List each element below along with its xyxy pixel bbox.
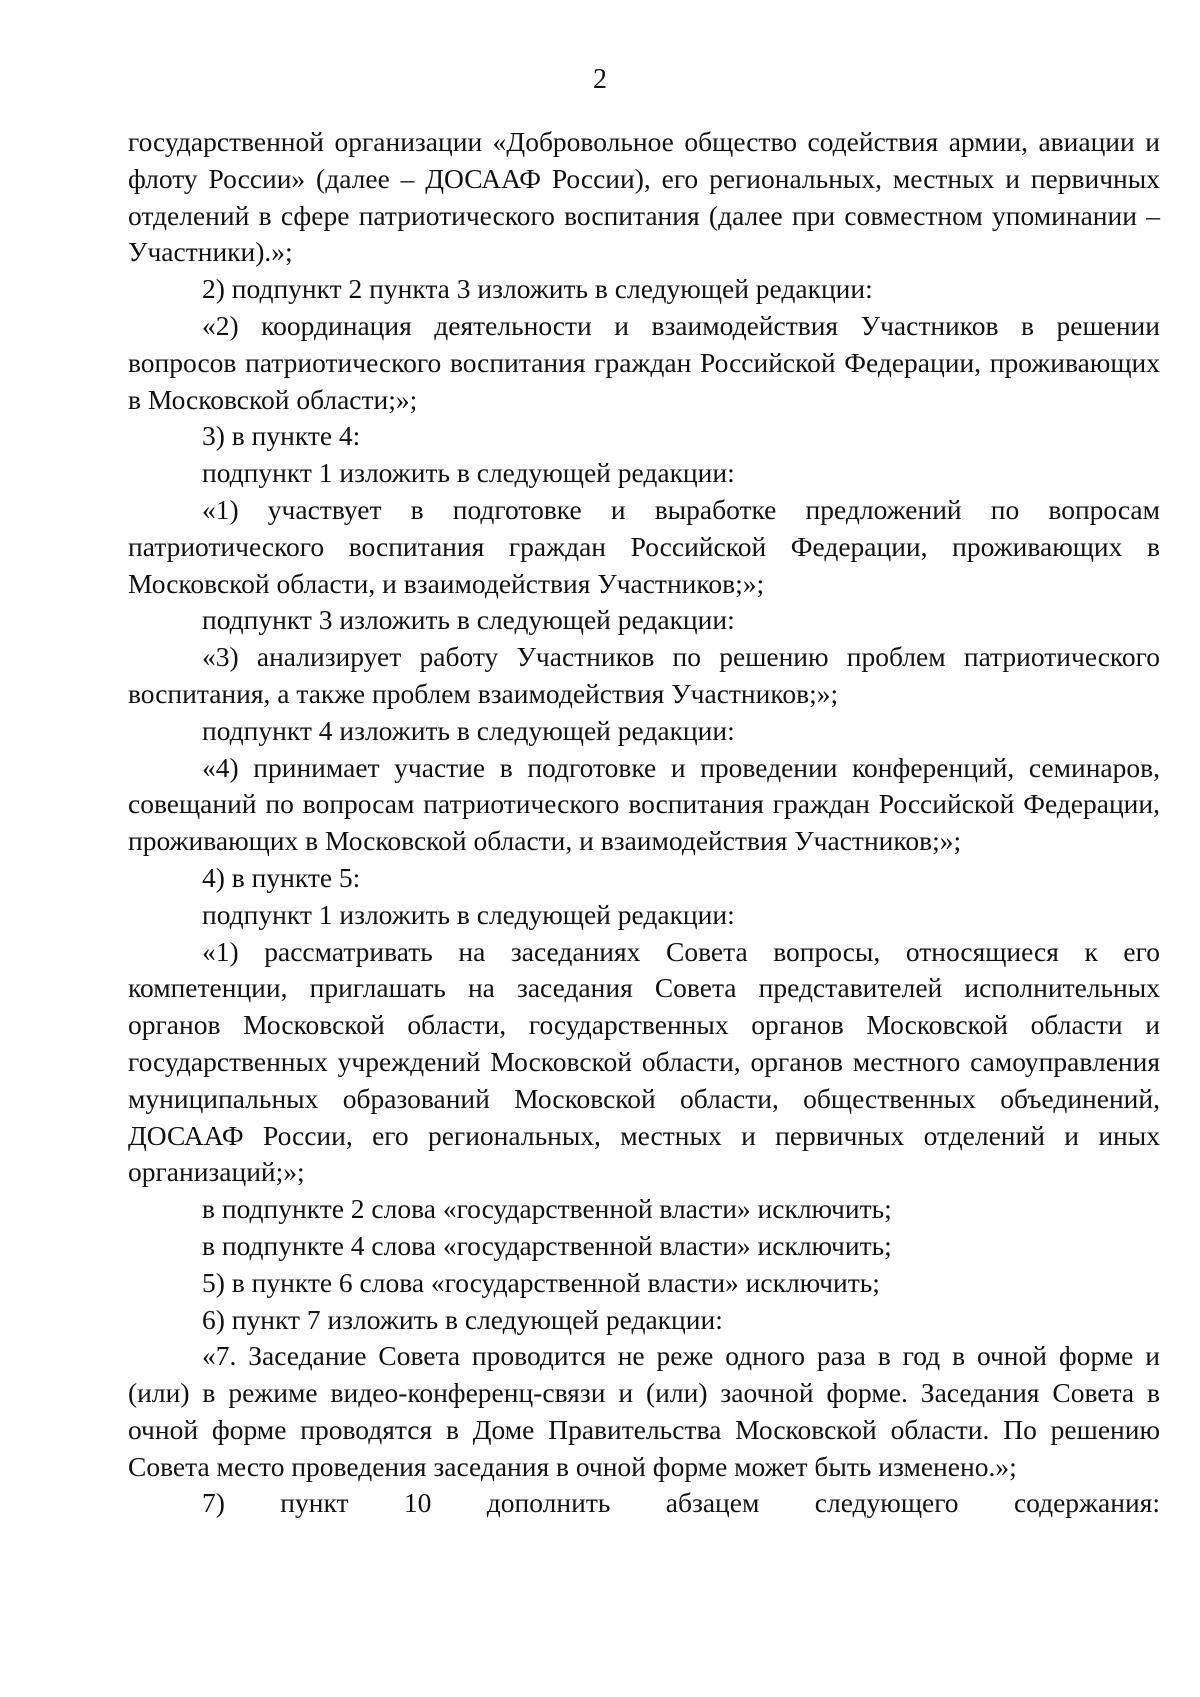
paragraph: «7. Заседание Совета проводится не реже одного раза в год в очной форме и (или) в режиме видео-конференц-связи и (или) заочной форме. Заседания Совета в очной форме проводятся в Доме Правительства Московской области. По решению Совета место проведения заседания в очной форме может быть изменено.»;	[128, 1340, 1160, 1482]
page-number: 2	[593, 64, 607, 95]
document-body	[128, 124, 1160, 1522]
paragraph: «2) координация деятельности и взаимодействия Участников в решении вопросов патриотического воспитания граждан Российской Федерации, проживающих в Московской области;»;	[128, 309, 1160, 415]
paragraph: «1) рассматривать на заседаниях Совета вопросы, относящиеся к его компетенции, приглашать на заседания Совета представителей исполнительных органов Московской области, государственных органов Московской области и государственных учреждений Московской области, органов местного самоуправления муниципальных образований Московской области, общественных объединений, ДОСААФ России, его региональных, местных и первичных отделений и иных организаций;»;	[128, 935, 1160, 1188]
paragraph: подпункт 1 изложить в следующей редакции:	[202, 457, 735, 489]
paragraph: подпункт 3 изложить в следующей редакции:	[202, 604, 735, 636]
paragraph: «4) принимает участие в подготовке и проведении конференций, семинаров, совещаний по вопросам патриотического воспитания граждан Российской Федерации, проживающих в Московской области, и взаимодействия Участников;»;	[128, 751, 1160, 857]
paragraph: «3) анализирует работу Участников по решению проблем патриотического воспитания, а также проблем взаимодействия Участников;»;	[128, 641, 1160, 709]
paragraph: 2) подпункт 2 пункта 3 изложить в следующей редакции:	[202, 273, 873, 305]
paragraph: подпункт 1 изложить в следующей редакции:	[202, 898, 735, 930]
paragraph: 6) пункт 7 изложить в следующей редакции:	[202, 1303, 723, 1335]
paragraph: в подпункте 2 слова «государственной власти» исключить;	[202, 1193, 892, 1225]
paragraph: государственной организации «Добровольное общество содействия армии, авиации и флоту России» (далее – ДОСААФ России), его региональных, местных и первичных отделений в сфере патриотического воспитания (далее при совместном упоминании – Участники).»;	[128, 126, 1160, 268]
paragraph: 4) в пункте 5:	[202, 861, 361, 893]
paragraph: в подпункте 4 слова «государственной власти» исключить;	[202, 1229, 892, 1261]
paragraph: 5) в пункте 6 слова «государственной власти» исключить;	[202, 1266, 880, 1298]
paragraph: 3) в пункте 4:	[202, 420, 361, 452]
paragraph: 7) пункт 10 дополнить абзацем следующего содержания:	[202, 1487, 1160, 1519]
paragraph: «1) участвует в подготовке и выработке предложений по вопросам патриотического воспитания граждан Российской Федерации, проживающих в Московской области, и взаимодействия Участников;»;	[128, 493, 1160, 599]
paragraph: подпункт 4 изложить в следующей редакции:	[202, 714, 735, 746]
